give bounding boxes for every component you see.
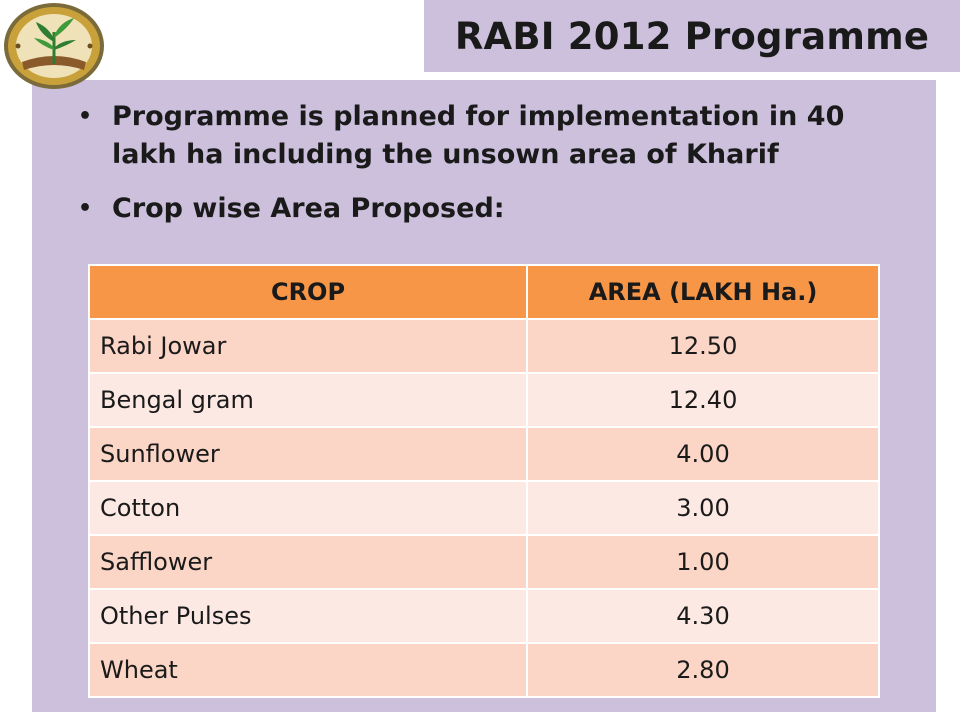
crop-cell: Rabi Jowar xyxy=(89,319,527,373)
crop-cell: Safflower xyxy=(89,535,527,589)
bullet-item xyxy=(78,190,918,228)
crop-cell: Cotton xyxy=(89,481,527,535)
area-cell: 12.40 xyxy=(527,373,879,427)
table-row xyxy=(89,319,879,373)
agriculture-department-seal-icon xyxy=(0,0,108,92)
header-area: AREA (LAKH Ha.) xyxy=(527,265,879,319)
bullet-list xyxy=(78,98,918,244)
area-cell: 2.80 xyxy=(527,643,879,697)
bullet-item xyxy=(78,98,918,174)
title-box xyxy=(424,0,960,72)
area-cell: 4.30 xyxy=(527,589,879,643)
table-row xyxy=(89,427,879,481)
crop-cell: Sunflower xyxy=(89,427,527,481)
crop-cell: Bengal gram xyxy=(89,373,527,427)
bullet-dot-icon: • xyxy=(78,196,93,221)
table-row xyxy=(89,643,879,697)
table-row xyxy=(89,535,879,589)
area-cell: 12.50 xyxy=(527,319,879,373)
table-header-row xyxy=(89,265,879,319)
area-cell: 1.00 xyxy=(527,535,879,589)
crop-area-table xyxy=(88,264,880,698)
bullet-text: Crop wise Area Proposed: xyxy=(112,193,505,224)
area-cell: 4.00 xyxy=(527,427,879,481)
table-row xyxy=(89,481,879,535)
header-crop: CROP xyxy=(89,265,527,319)
table-row xyxy=(89,373,879,427)
bullet-text: Programme is planned for implementation in 40 lakh ha including the unsown area of Kharif xyxy=(112,101,845,170)
slide-title: RABI 2012 Programme xyxy=(454,14,930,58)
bullet-dot-icon: • xyxy=(78,104,93,129)
crop-cell: Other Pulses xyxy=(89,589,527,643)
area-cell: 3.00 xyxy=(527,481,879,535)
crop-cell: Wheat xyxy=(89,643,527,697)
table-row xyxy=(89,589,879,643)
